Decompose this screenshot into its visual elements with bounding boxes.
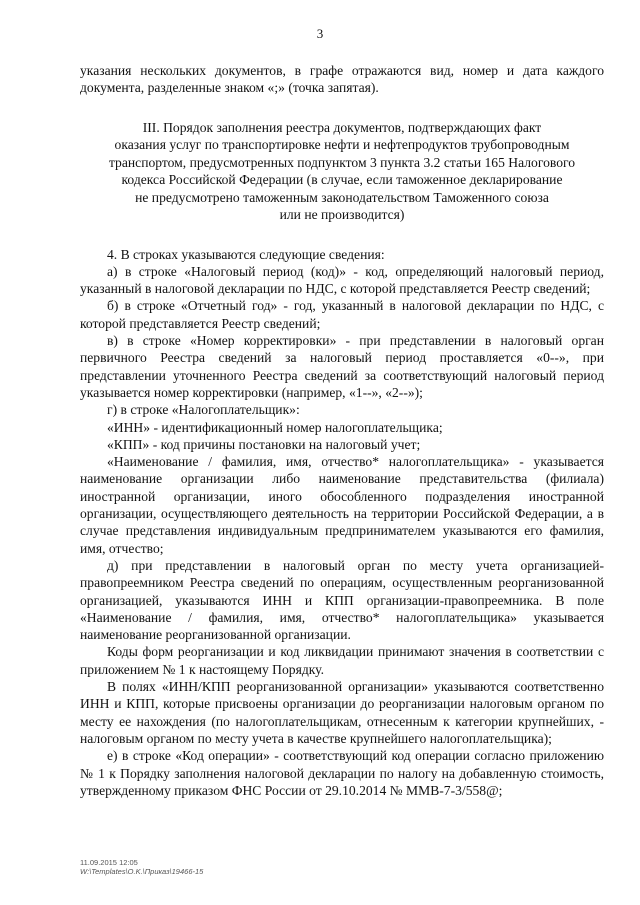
paragraph-inn: «ИНН» - идентификационный номер налогоплательщика;	[107, 419, 443, 435]
paragraph-item-a: а) в строке «Налоговый период (код)» - код, определяющий налоговый период, указанный в налоговой декларации по НДС, с которой представляется Реестр сведений;	[80, 263, 604, 297]
page-number: 3	[316, 26, 324, 41]
paragraph-name: «Наименование / фамилия, имя, отчество* налогоплательщика» - указывается наименование организации либо наименование представительства (филиала) иностранной организации, иного обособленного подразделения иностранной организации, осуществляющего деятельность на территории Российской Федерации, а в случае представления индивидуальным предпринимателем указываются его фамилия, имя, отчество;	[80, 454, 604, 556]
footer	[80, 858, 203, 876]
paragraph-item-4: 4. В строках указываются следующие сведения:	[107, 246, 385, 262]
paragraph-continuation: указания нескольких документов, в графе отражаются вид, номер и дата каждого документа, разделенные знаком «;» (точка запятая).	[80, 63, 604, 96]
document-body	[80, 62, 604, 799]
paragraph-kpp: «КПП» - код причины постановки на налоговый учет;	[107, 436, 421, 452]
section-heading	[80, 119, 604, 224]
paragraph-item-b: б) в строке «Отчетный год» - год, указанный в налоговой декларации по НДС, с которой представляется Реестр сведений;	[80, 298, 604, 331]
heading-line: кодекса Российской Федерации (в случае, если таможенное декларирование	[121, 172, 563, 188]
paragraph-item-e: е) в строке «Код операции» - соответствующий код операции согласно приложению № 1 к Порядку заполнения налоговой декларации по налогу на добавленную стоимость, утвержденному приказом ФНС России от 29.10.2014 № ММВ-7-3/558@;	[80, 748, 604, 798]
paragraph-item-g: г) в строке «Налогоплательщик»:	[107, 402, 300, 418]
paragraph-fields: В полях «ИНН/КПП реорганизованной организации» указываются соответственно ИНН и КПП, которые присвоены организации до реорганизации налоговым органом по месту ее нахождения (по налогоплательщикам, отнесенным к категории крупнейших, - налоговым органом по месту учета в качестве крупнейшего налогоплательщика);	[80, 679, 604, 746]
heading-line: или не производится)	[279, 207, 405, 223]
paragraph-codes: Коды форм реорганизации и код ликвидации принимают значения в соответствии с приложением № 1 к настоящему Порядку.	[80, 644, 604, 677]
paragraph-item-d: д) при представлении в налоговый орган по месту учета организацией-правопреемником Реестра сведений по операциям, осуществленным реорганизованной организацией, указываются ИНН и КПП организации-правопреемника. В поле «Наименование / фамилия, имя, отчество* налогоплательщика» указывается наименование реорганизованной организации.	[80, 557, 604, 643]
heading-line: не предусмотрено таможенным законодательством Таможенного союза	[135, 189, 549, 205]
heading-line: III. Порядок заполнения реестра документов, подтверждающих факт	[142, 119, 542, 135]
heading-line: оказания услуг по транспортировке нефти и нефтепродуктов трубопроводным	[114, 137, 570, 153]
heading-line: транспортом, предусмотренных подпунктом 3 пункта 3.2 статьи 165 Налогового	[108, 154, 576, 170]
footer-path: W:\Templates\O.K.\Приказ\19466-15	[80, 867, 204, 876]
footer-date: 11.09.2015 12:05	[80, 858, 138, 867]
paragraph-item-v: в) в строке «Номер корректировки» - при представлении в налоговый орган первичного Реестра сведений за налоговый период проставляется «0--», при представлении уточненного Реестра сведений за соответствующий налоговый период указывается номер корректировки (например, «1--», «2--»);	[80, 333, 604, 400]
